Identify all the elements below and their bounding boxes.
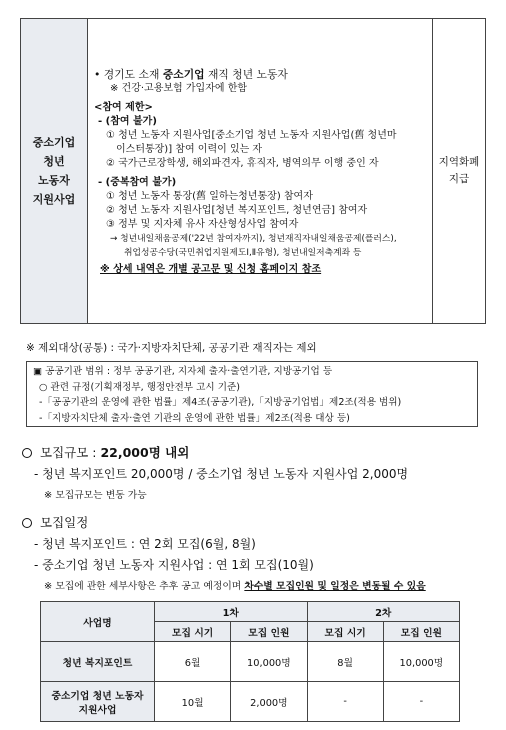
category-line: 중소기업 (32, 136, 76, 149)
eligibility-details-cell (88, 19, 433, 324)
box-line: -「지방자치단체 출자·출연 기관의 운영에 관한 법률」제2조(적용 대상 등) (39, 412, 350, 424)
box-line: ○ 관련 규정(기획재정부, 행정안전부 고시 기준) (39, 381, 240, 393)
support-line: 지역화폐 (438, 156, 480, 168)
cell-time: 6월 (155, 642, 231, 682)
insurance-note: ※ 건강·고용보험 가입자에 한함 (110, 82, 248, 94)
recruit-scale-detail: - 청년 복지포인트 20,000명 / 중소기업 청년 노동자 지원사업 2,000명 (34, 467, 409, 481)
header-time: 모집 시기 (155, 622, 231, 642)
cell-count: - (383, 682, 459, 722)
cell-time: 10월 (155, 682, 231, 722)
similar-programs-line: → 청년내일채움공제('22년 참여자까지), 청년재직자내일채움공제(플러스), (110, 233, 397, 244)
header-count: 모집 인원 (383, 622, 459, 642)
ineligible-item: ① 청년 노동자 지원사업[중소기업 청년 노동자 지원사업(舊 청년마 (106, 129, 397, 141)
recruit-scale-note: ※ 모집규모는 변동 가능 (44, 490, 147, 501)
header-business: 사업명 (41, 602, 155, 642)
box-line: ▣ 공공기관 범위 : 정부 공공기관, 지자체 출자·출연기관, 지방공기업 등 (33, 366, 333, 377)
ineligible-title: - (참여 불가) (98, 115, 157, 127)
header-round-1: 1차 (155, 602, 308, 622)
cell-count: 2,000명 (231, 682, 307, 722)
cell-time: - (307, 682, 383, 722)
category-line: 청년 (43, 155, 65, 168)
duplicate-item: ① 청년 노동자 통장(舊 일하는청년통장) 참여자 (106, 190, 313, 202)
header-count: 모집 인원 (231, 622, 307, 642)
schedule-table (40, 601, 460, 722)
circle-bullet-icon (22, 518, 32, 528)
row-name: 중소기업 청년 노동자 지원사업 (41, 682, 155, 722)
public-institution-box (26, 361, 478, 427)
recruit-scale-heading: 모집규모 : 22,000명 내외 (22, 443, 189, 461)
category-cell (21, 19, 88, 324)
box-line: -「공공기관의 운영에 관한 법률」제4조(공공기관),「지방공기업법」제2조(적용 범위) (39, 397, 402, 408)
schedule-line: - 중소기업 청년 노동자 지원사업 : 연 1회 모집(10월) (34, 558, 314, 572)
cell-time: 8월 (307, 642, 383, 682)
header-round-2: 2차 (307, 602, 460, 622)
ineligible-item: ② 국가근로장학생, 해외파견자, 휴직자, 병역의무 이행 중인 자 (106, 157, 379, 169)
duplicate-title: - (중복참여 불가) (98, 176, 177, 188)
support-line: 지급 (448, 173, 470, 185)
header-time: 모집 시기 (307, 622, 383, 642)
ineligible-item-cont: 이스터통장)] 참여 이력이 있는 자 (116, 143, 263, 155)
category-line: 지원사업 (32, 193, 76, 206)
cell-count: 10,000명 (231, 642, 307, 682)
schedule-line: - 청년 복지포인트 : 연 2회 모집(6월, 8월) (34, 537, 256, 551)
target-line: • 경기도 소재 중소기업 재직 청년 노동자 (94, 67, 288, 81)
schedule-note: ※ 모집에 관한 세부사항은 추후 공고 예정이며 차수별 모집인원 및 일정은 변동될 수 있음 (44, 581, 426, 592)
cell-count: 10,000명 (383, 642, 459, 682)
restriction-title: <참여 제한> (94, 101, 153, 113)
support-cell (433, 19, 486, 324)
category-line: 노동자 (38, 174, 70, 187)
details-note: ※ 상세 내역은 개별 공고문 및 신청 홈페이지 참조 (100, 263, 322, 275)
schedule-heading: 모집일정 (22, 513, 88, 531)
eligibility-table (20, 18, 486, 324)
duplicate-item: ② 청년 노동자 지원사업[청년 복지포인트, 청년연금] 참여자 (106, 204, 368, 216)
circle-bullet-icon (22, 448, 32, 458)
exclusion-note: ※ 제외대상(공통) : 국가·지방자치단체, 공공기관 재직자는 제외 (26, 342, 317, 354)
row-name: 청년 복지포인트 (41, 642, 155, 682)
table-row (41, 642, 460, 682)
duplicate-item: ③ 정부 및 지자체 유사 자산형성사업 참여자 (106, 218, 299, 230)
similar-programs-line: 취업성공수당(국민취업지원제도Ⅰ,Ⅱ유형), 청년내일저축계좌 등 (124, 247, 362, 258)
table-row (41, 682, 460, 722)
